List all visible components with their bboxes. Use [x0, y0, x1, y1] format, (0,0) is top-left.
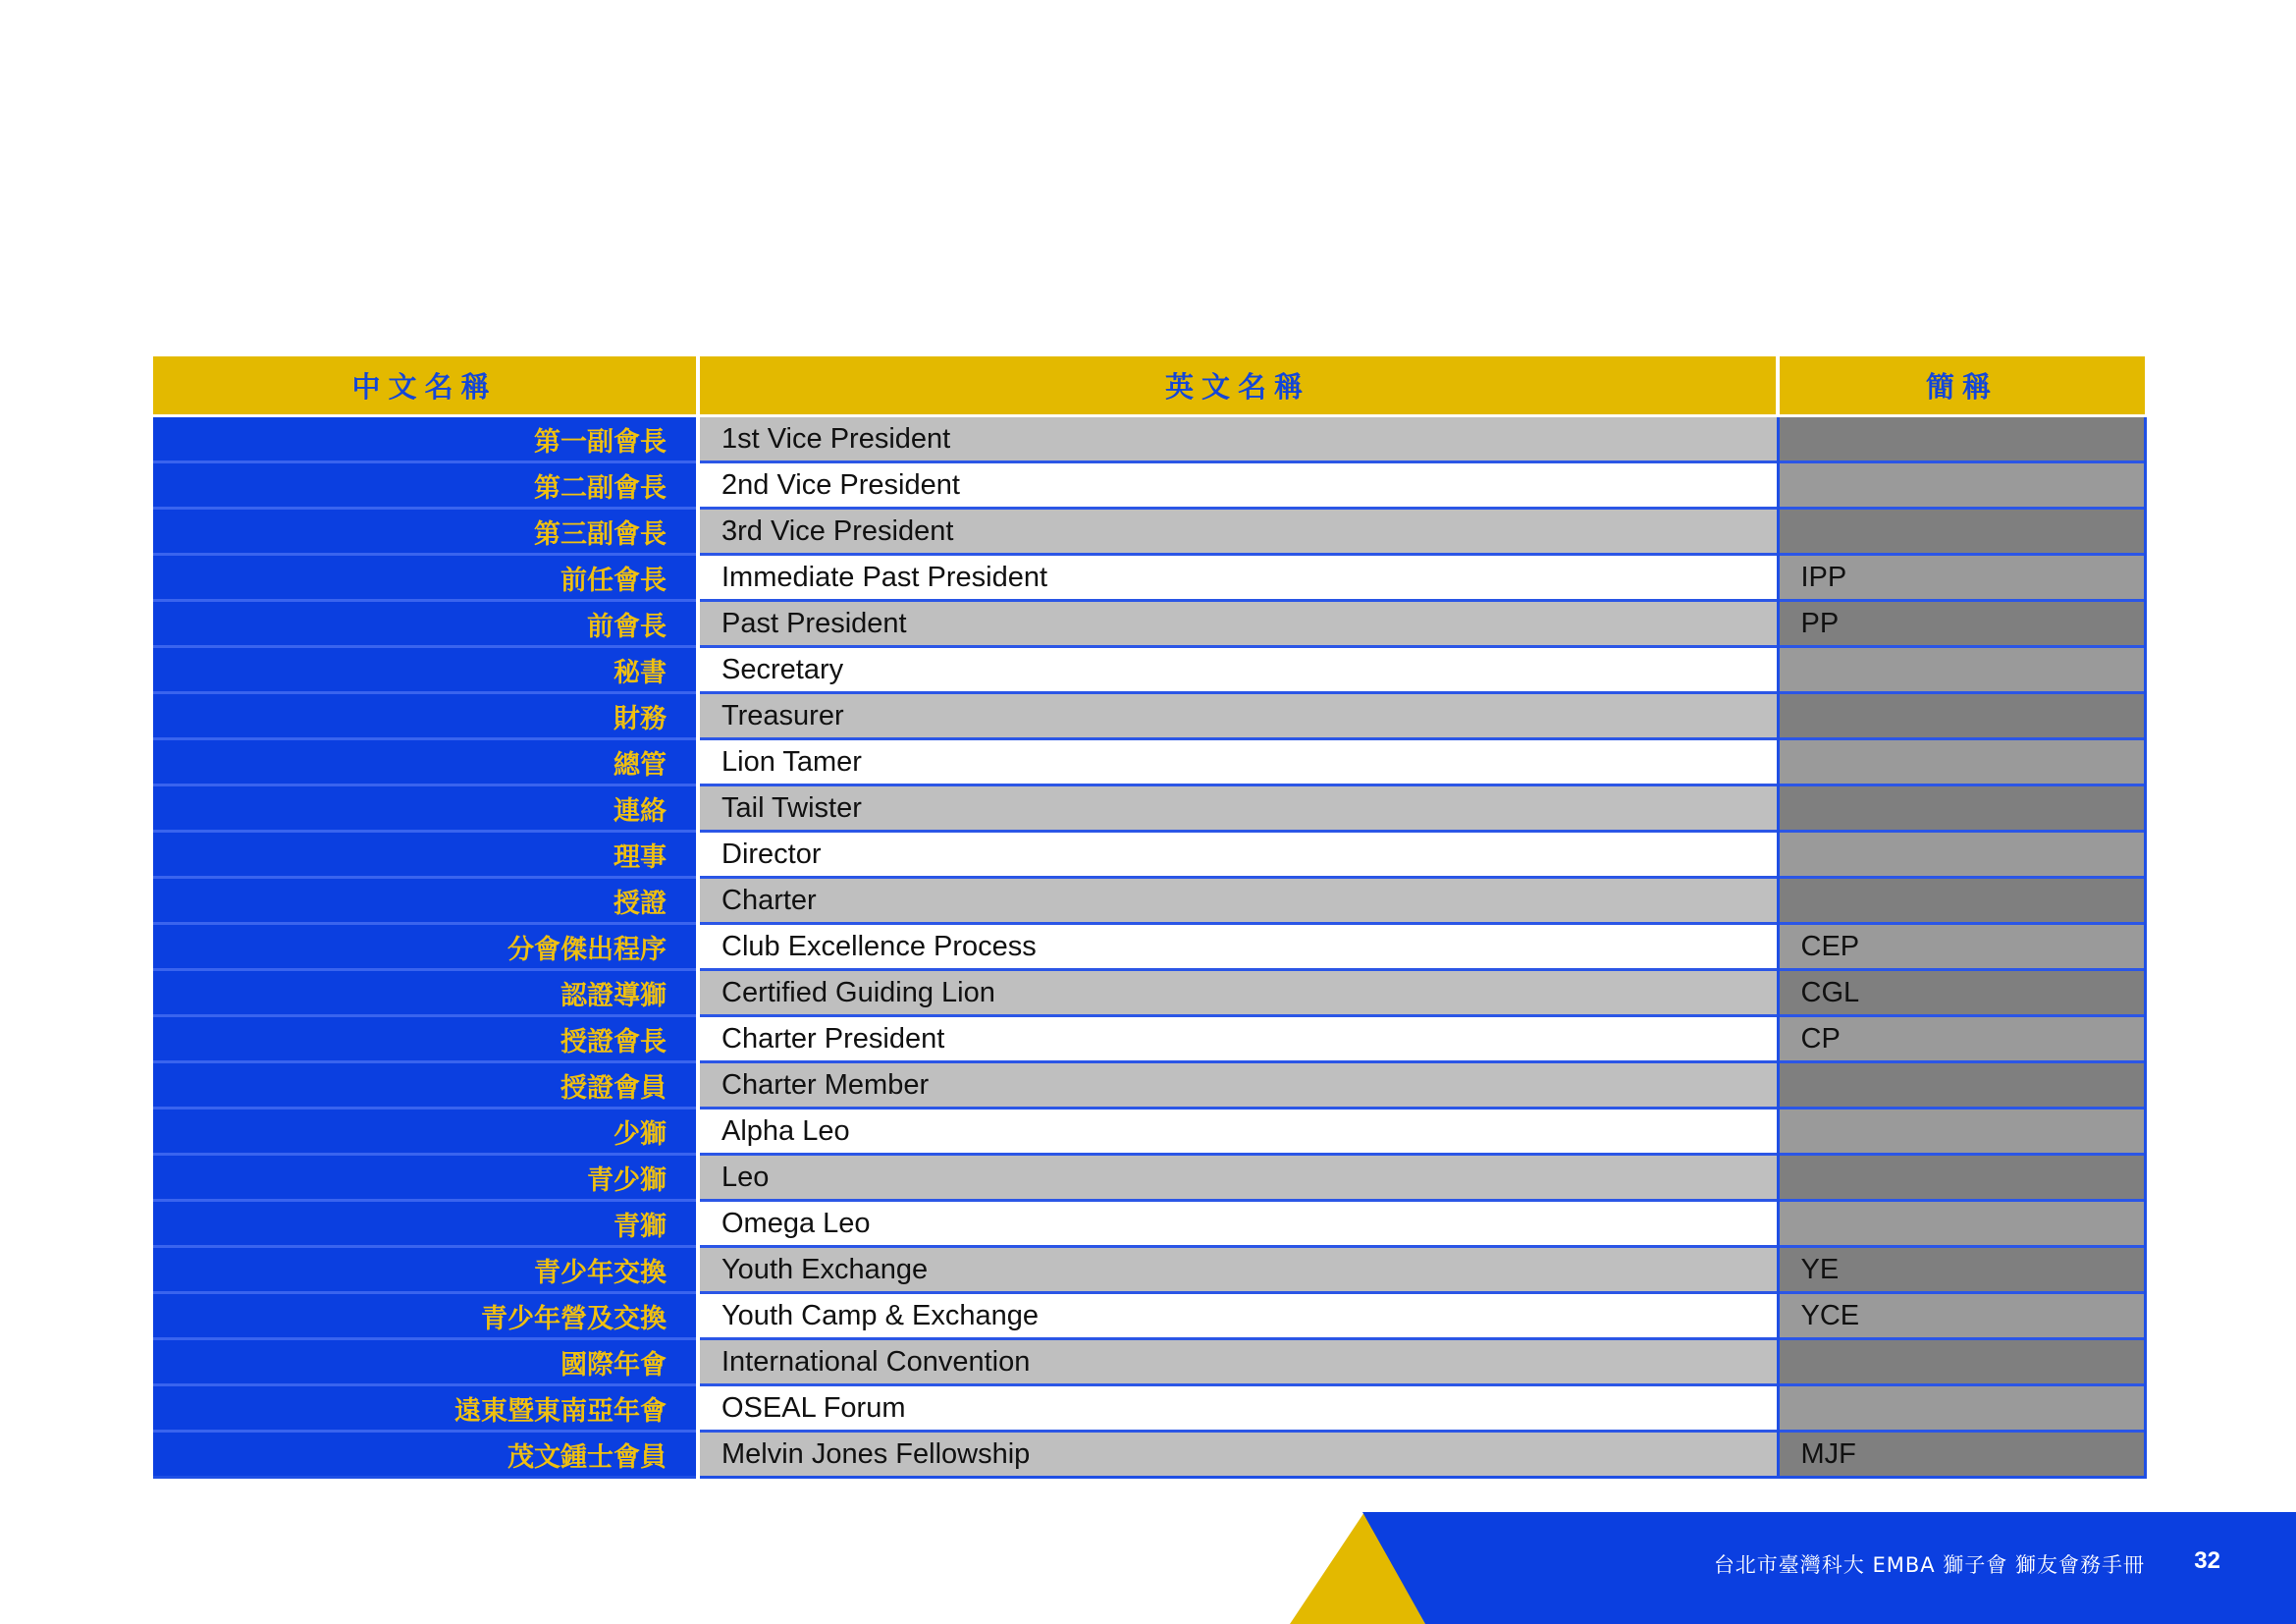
abbreviation-cell: IPP — [1778, 555, 2145, 601]
chinese-name-cell: 前會長 — [153, 601, 698, 647]
abbreviation-cell — [1778, 1109, 2145, 1155]
table-row — [153, 1062, 2145, 1109]
chinese-name-cell: 認證導獅 — [153, 970, 698, 1016]
chinese-name-cell: 青少獅 — [153, 1155, 698, 1201]
chinese-name-cell: 授證會員 — [153, 1062, 698, 1109]
abbreviation-cell — [1778, 462, 2145, 509]
table-row — [153, 832, 2145, 878]
table-row — [153, 785, 2145, 832]
abbreviation-cell — [1778, 1339, 2145, 1385]
table-row — [153, 924, 2145, 970]
table-row — [153, 509, 2145, 555]
english-name-cell: Youth Camp & Exchange — [698, 1293, 1778, 1339]
chinese-name-cell: 國際年會 — [153, 1339, 698, 1385]
chinese-name-cell: 青少年營及交換 — [153, 1293, 698, 1339]
english-name-cell: Leo — [698, 1155, 1778, 1201]
chinese-name-cell: 總管 — [153, 739, 698, 785]
english-name-cell: Director — [698, 832, 1778, 878]
english-name-cell: Lion Tamer — [698, 739, 1778, 785]
page-number: 32 — [2194, 1547, 2220, 1574]
chinese-name-cell: 前任會長 — [153, 555, 698, 601]
abbreviation-cell — [1778, 647, 2145, 693]
footer-banner — [0, 1512, 2296, 1624]
terms-table — [153, 356, 2147, 1479]
abbreviation-cell — [1778, 509, 2145, 555]
abbreviation-cell — [1778, 693, 2145, 739]
english-name-cell: Alpha Leo — [698, 1109, 1778, 1155]
english-name-cell: 2nd Vice President — [698, 462, 1778, 509]
header-english-name: 英文名稱 — [698, 356, 1778, 416]
english-name-cell: Past President — [698, 601, 1778, 647]
english-name-cell: Club Excellence Process — [698, 924, 1778, 970]
abbreviation-cell: MJF — [1778, 1432, 2145, 1478]
table-row — [153, 1385, 2145, 1432]
abbreviation-cell — [1778, 1385, 2145, 1432]
english-name-cell: Omega Leo — [698, 1201, 1778, 1247]
abbreviation-cell: YCE — [1778, 1293, 2145, 1339]
table-row — [153, 462, 2145, 509]
table-row — [153, 555, 2145, 601]
english-name-cell: Immediate Past President — [698, 555, 1778, 601]
header-chinese-name: 中文名稱 — [153, 356, 698, 416]
abbreviation-cell — [1778, 416, 2145, 462]
abbreviation-cell — [1778, 785, 2145, 832]
chinese-name-cell: 分會傑出程序 — [153, 924, 698, 970]
chinese-name-cell: 少獅 — [153, 1109, 698, 1155]
english-name-cell: Tail Twister — [698, 785, 1778, 832]
english-name-cell: Treasurer — [698, 693, 1778, 739]
chinese-name-cell: 第二副會長 — [153, 462, 698, 509]
abbreviation-cell — [1778, 832, 2145, 878]
abbreviation-cell: CGL — [1778, 970, 2145, 1016]
table-row — [153, 416, 2145, 462]
table-row — [153, 1293, 2145, 1339]
chinese-name-cell: 財務 — [153, 693, 698, 739]
table-row — [153, 1432, 2145, 1478]
english-name-cell: International Convention — [698, 1339, 1778, 1385]
abbreviation-cell — [1778, 1155, 2145, 1201]
footer-handbook-title: 台北市臺灣科大 EMBA 獅子會 獅友會務手冊 — [1713, 1553, 2145, 1577]
chinese-name-cell: 第一副會長 — [153, 416, 698, 462]
abbreviation-cell — [1778, 1201, 2145, 1247]
table-row — [153, 1339, 2145, 1385]
table-row — [153, 739, 2145, 785]
table-row — [153, 878, 2145, 924]
english-name-cell: Secretary — [698, 647, 1778, 693]
chinese-name-cell: 青少年交換 — [153, 1247, 698, 1293]
abbreviation-cell: CEP — [1778, 924, 2145, 970]
chinese-name-cell: 理事 — [153, 832, 698, 878]
chinese-name-cell: 茂文鍾士會員 — [153, 1432, 698, 1478]
table-row — [153, 693, 2145, 739]
table-body — [153, 416, 2145, 1478]
table-row — [153, 1155, 2145, 1201]
chinese-name-cell: 遠東暨東南亞年會 — [153, 1385, 698, 1432]
chinese-name-cell: 青獅 — [153, 1201, 698, 1247]
abbreviation-cell — [1778, 739, 2145, 785]
english-name-cell: Youth Exchange — [698, 1247, 1778, 1293]
english-name-cell: Melvin Jones Fellowship — [698, 1432, 1778, 1478]
english-name-cell: Charter President — [698, 1016, 1778, 1062]
table-row — [153, 1016, 2145, 1062]
english-name-cell: 1st Vice President — [698, 416, 1778, 462]
chinese-name-cell: 連絡 — [153, 785, 698, 832]
table-row — [153, 647, 2145, 693]
table-row — [153, 1247, 2145, 1293]
english-name-cell: Charter — [698, 878, 1778, 924]
english-name-cell: OSEAL Forum — [698, 1385, 1778, 1432]
english-name-cell: Certified Guiding Lion — [698, 970, 1778, 1016]
table-row — [153, 1201, 2145, 1247]
abbreviation-cell: PP — [1778, 601, 2145, 647]
english-name-cell: 3rd Vice President — [698, 509, 1778, 555]
chinese-name-cell: 授證 — [153, 878, 698, 924]
abbreviation-cell — [1778, 1062, 2145, 1109]
table-row — [153, 1109, 2145, 1155]
table-row — [153, 601, 2145, 647]
table-header-row — [153, 356, 2145, 416]
abbreviation-cell: CP — [1778, 1016, 2145, 1062]
chinese-name-cell: 第三副會長 — [153, 509, 698, 555]
abbreviation-cell — [1778, 878, 2145, 924]
chinese-name-cell: 授證會長 — [153, 1016, 698, 1062]
chinese-name-cell: 秘書 — [153, 647, 698, 693]
english-name-cell: Charter Member — [698, 1062, 1778, 1109]
abbreviation-cell: YE — [1778, 1247, 2145, 1293]
header-abbreviation: 簡稱 — [1778, 356, 2145, 416]
table-row — [153, 970, 2145, 1016]
